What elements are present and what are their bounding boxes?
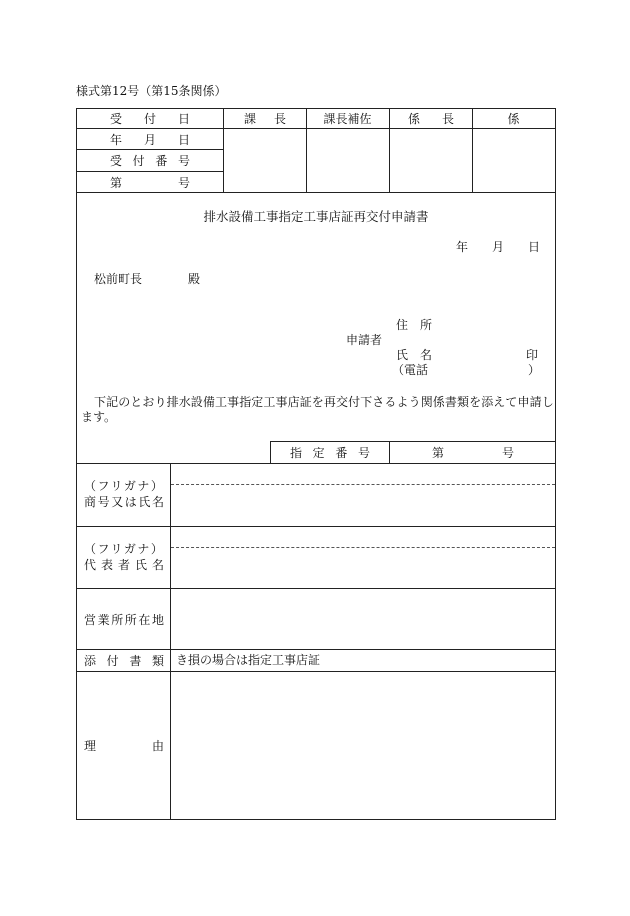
designation-left-line [270, 441, 271, 463]
reception-number-label: 受 付 番 号 [110, 154, 190, 168]
approval-bottom-line [76, 192, 556, 193]
row-line-1 [76, 463, 556, 464]
reception-dai-go: 第 号 [110, 175, 190, 190]
document-title: 排水設備工事指定工事店証再交付申請書 [203, 209, 429, 224]
date-month: 月 [492, 240, 505, 254]
phone-label: （電話 [392, 363, 429, 377]
approval-divider-1 [223, 108, 224, 193]
applicant-label: 申請者 [346, 333, 383, 347]
address-label: 住 所 [396, 318, 433, 332]
attachments-value: き損の場合は指定工事店証 [176, 653, 321, 667]
designation-label: 指 定 番 号 [290, 446, 370, 460]
honorific: 殿 [188, 272, 201, 286]
frame-bottom [76, 819, 556, 820]
furigana-label-2: （フリガナ） [84, 542, 165, 556]
label-column-divider [170, 463, 171, 820]
attachments-label: 添 付 書 類 [84, 654, 164, 668]
reception-ymd-label: 年 月 日 [110, 132, 190, 147]
date-year: 年 [456, 240, 469, 254]
approval-divider-3 [389, 108, 390, 193]
reason-label: 理 由 [84, 739, 164, 753]
designation-dai-go: 第 号 [432, 446, 514, 460]
representative-label: 代 表 者 氏 名 [84, 557, 164, 572]
row-line-2 [76, 526, 556, 527]
furigana-label-1: （フリガナ） [84, 479, 165, 493]
form-number: 様式第12号（第15条関係） [76, 84, 227, 98]
furigana-dash-2 [171, 547, 555, 548]
seal-mark: 印 [526, 348, 539, 362]
body-text-line-2: ます。 [81, 410, 117, 424]
designation-mid-line [389, 441, 390, 463]
addressee: 松前町長 [94, 272, 143, 286]
furigana-dash-1 [171, 484, 555, 485]
kakaricho-header: 係 長 [408, 111, 454, 126]
phone-close: ） [528, 363, 541, 377]
business-name-label: 商 号 又 は 氏 名 [84, 494, 164, 509]
name-label: 氏 名 [396, 348, 433, 362]
office-location-label: 営 業 所 所 在 地 [84, 612, 164, 627]
kacho-header: 課 長 [244, 111, 286, 126]
reception-date-label: 受 付 日 [110, 111, 190, 126]
kacho-hosa-header: 課長補佐 [323, 111, 372, 126]
date-day: 日 [528, 240, 541, 254]
kakari-header: 係 [507, 111, 520, 126]
body-text-line-1: 下記のとおり排水設備工事指定工事店証を再交付下さるよう関係書類を添えて申請し [94, 395, 554, 409]
